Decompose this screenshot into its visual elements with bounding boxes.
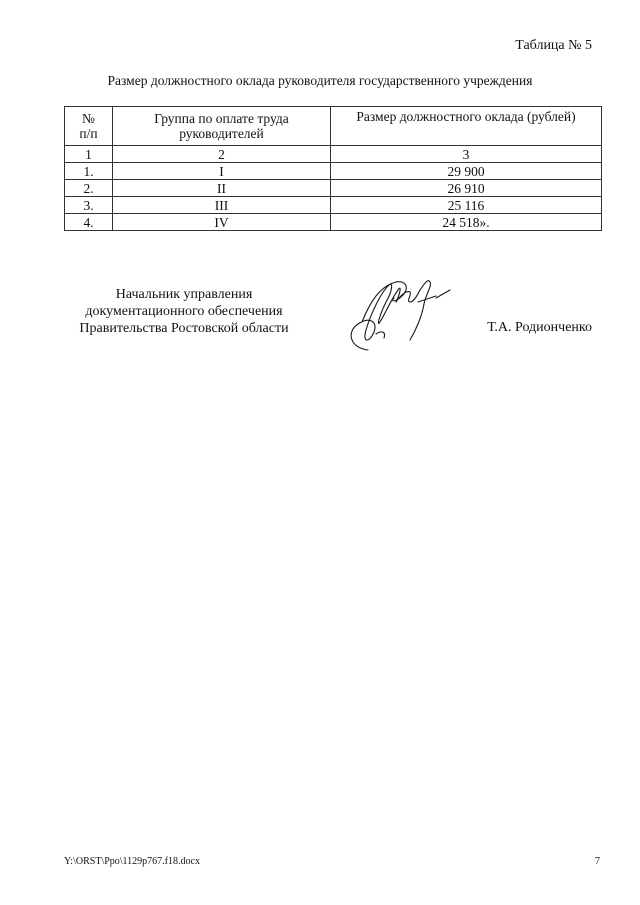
table-cell: 3. xyxy=(65,197,113,214)
document-title: Размер должностного оклада руководителя государственного учреждения xyxy=(107,73,533,88)
header-number: № п/п xyxy=(65,107,113,146)
header-group: Группа по оплате труда руководителей xyxy=(113,107,331,146)
table-cell: I xyxy=(113,163,331,180)
table-number-label: Таблица № 5 xyxy=(515,38,592,53)
footer-file-path: Y:\ORST\Ppo\1129p767.f18.docx xyxy=(64,856,200,867)
signer-position-line: документационного обеспечения xyxy=(85,304,283,319)
signer-name: Т.А. Родионченко xyxy=(487,320,592,335)
signer-position xyxy=(64,286,304,337)
table-numbering-row xyxy=(65,146,602,163)
table-cell: 2 xyxy=(113,146,331,163)
table-cell: 1 xyxy=(65,146,113,163)
table-cell: 29 900 xyxy=(331,163,602,180)
table-cell: 1. xyxy=(65,163,113,180)
table-row xyxy=(65,197,602,214)
table-header-row xyxy=(65,107,602,146)
table-cell: IV xyxy=(113,214,331,231)
handwritten-signature xyxy=(340,272,455,357)
table-cell: 26 910 xyxy=(331,180,602,197)
table-cell: III xyxy=(113,197,331,214)
signer-position-line: Правительства Ростовской области xyxy=(79,321,289,336)
table-row xyxy=(65,180,602,197)
table-row xyxy=(65,214,602,231)
table-cell: 25 116 xyxy=(331,197,602,214)
header-salary: Размер должностного оклада (рублей) xyxy=(331,107,602,146)
table-cell: 24 518». xyxy=(331,214,602,231)
table-cell: 4. xyxy=(65,214,113,231)
signer-position-line: Начальник управления xyxy=(115,287,253,302)
footer-page-number: 7 xyxy=(595,856,600,867)
salary-table xyxy=(64,106,602,231)
table-cell: 2. xyxy=(65,180,113,197)
table-row xyxy=(65,163,602,180)
table-cell: II xyxy=(113,180,331,197)
table-cell: 3 xyxy=(331,146,602,163)
